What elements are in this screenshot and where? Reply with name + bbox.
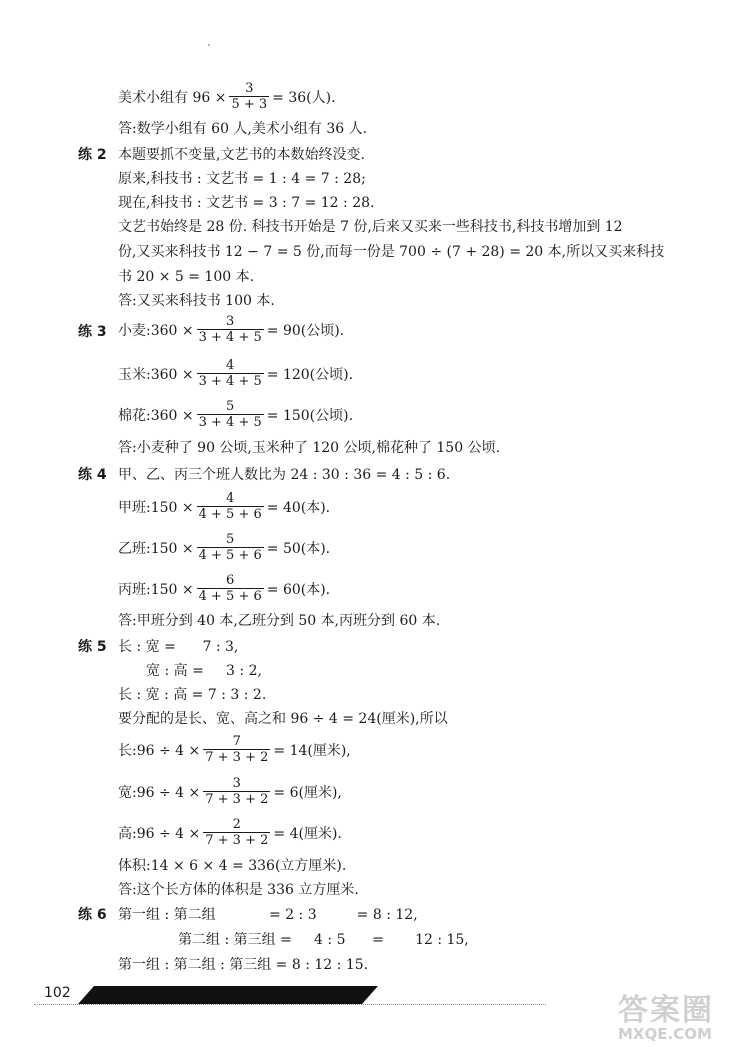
fraction-numerator: 7 [232, 734, 241, 749]
text-segment: = 14(厘米), [273, 742, 351, 759]
fraction [203, 734, 270, 765]
text-segment: 玉米:360 × [118, 366, 194, 383]
fraction [197, 491, 264, 522]
text-segment: = 40(本). [266, 499, 331, 516]
fraction-denominator: 4 + 5 + 6 [198, 548, 262, 563]
fraction [197, 358, 264, 389]
text-segment: = 4(厘米). [273, 825, 342, 842]
ex5-line: 要分配的是长、宽、高之和 96 ÷ 4 = 24(厘米),所以 [118, 711, 448, 727]
text-segment: 乙班:150 × [118, 540, 194, 557]
text-segment: = 90(公顷). [266, 322, 345, 339]
fraction [203, 817, 270, 848]
ex2-line: 本题要抓不变量,文艺书的本数始终没变. [118, 147, 365, 163]
fraction-numerator: 4 [226, 358, 235, 373]
scan-speck [208, 44, 210, 46]
fraction-numerator: 5 [226, 532, 235, 547]
watermark-logo [618, 985, 714, 1043]
ex5-line: 长 : 宽 : 高 = 7 : 3 : 2. [118, 687, 267, 703]
fraction-denominator: 5 + 3 [231, 97, 268, 112]
exercise-label-3: 练 3 [78, 324, 107, 340]
ex6-line: 第一组 : 第二组 : 第三组 = 8 : 12 : 15. [118, 957, 369, 973]
equation-row [118, 399, 353, 430]
text-segment: 丙班:150 × [118, 581, 194, 598]
ex2-line: 文艺书始终是 28 份. 科技书开始是 7 份,后来又买来一些科技书,科技书增加到 12 [118, 219, 623, 235]
exercise-label-6: 练 6 [78, 907, 107, 923]
fraction-numerator: 3 [226, 314, 235, 329]
fraction-numerator: 2 [232, 817, 241, 832]
fraction [197, 314, 264, 345]
fraction-denominator: 7 + 3 + 2 [205, 750, 269, 765]
text-segment: 高:96 ÷ 4 × [118, 825, 201, 842]
footer-dotted-rule [34, 1004, 546, 1005]
equation-row [118, 314, 344, 345]
ex2-answer: 答:又买来科技书 100 本. [118, 293, 275, 309]
fraction-denominator: 4 + 5 + 6 [198, 589, 262, 604]
fraction-numerator: 6 [226, 573, 235, 588]
footer-decorative-bar [78, 986, 378, 1006]
fraction-denominator: 4 + 5 + 6 [198, 507, 262, 522]
art-group-line [118, 81, 336, 112]
exercise-label-4: 练 4 [78, 467, 107, 483]
ex3-answer: 答:小麦种了 90 公顷,玉米种了 120 公顷,棉花种了 150 公顷. [118, 440, 501, 456]
ex2-line: 书 20 × 5 = 100 本. [118, 269, 255, 285]
equation-row [118, 358, 353, 389]
fraction-numerator: 5 [226, 399, 235, 414]
ex4-answer: 答:甲班分到 40 本,乙班分到 50 本,丙班分到 60 本. [118, 613, 441, 629]
fraction [197, 399, 264, 430]
text-segment: = 36(人). [272, 89, 336, 106]
text-segment: = 120(公顷). [266, 366, 354, 383]
equation-row [118, 817, 342, 848]
equation-row [118, 734, 351, 765]
text-segment: = 6(厘米), [273, 784, 342, 801]
ex5-answer: 答:这个长方体的体积是 336 立方厘米. [118, 882, 359, 898]
text-segment: 甲班:150 × [118, 499, 194, 516]
intro-answer: 答:数学小组有 60 人,美术小组有 36 人. [118, 121, 368, 137]
watermark-text: 答案圈 [618, 993, 714, 1028]
equation-row [118, 573, 330, 604]
ex2-line: 份,又买来科技书 12 − 7 = 5 份,而每一份是 700 ÷ (7 + 28) = 20 本,所以又买来科技 [118, 244, 665, 260]
fraction-denominator: 3 + 4 + 5 [198, 415, 262, 430]
fraction-denominator: 7 + 3 + 2 [205, 792, 269, 807]
watermark-url: MXQE.COM [618, 1025, 712, 1043]
equation-row [118, 532, 330, 563]
ex5-line: 长 : 宽 = 7 : 3, [118, 639, 239, 655]
ex6-line: 第一组 : 第二组 = 2 : 3 = 8 : 12, [118, 907, 418, 923]
fraction [229, 81, 269, 112]
text-segment: 棉花:360 × [118, 407, 194, 424]
text-segment: 美术小组有 96 × [118, 89, 227, 106]
fraction [197, 573, 264, 604]
ex2-line: 原来,科技书 : 文艺书 = 1 : 4 = 7 : 28; [118, 171, 366, 187]
page-number: 102 [44, 985, 71, 1001]
text-segment: 宽:96 ÷ 4 × [118, 784, 201, 801]
fraction-numerator: 3 [232, 776, 241, 791]
fraction-denominator: 3 + 4 + 5 [198, 374, 262, 389]
fraction [197, 532, 264, 563]
text-segment: = 60(本). [266, 581, 331, 598]
exercise-label-5: 练 5 [78, 639, 107, 655]
fraction-denominator: 7 + 3 + 2 [205, 833, 269, 848]
text-segment: 长:96 ÷ 4 × [118, 742, 201, 759]
text-segment: 小麦:360 × [118, 322, 194, 339]
ex5-line: 宽 : 高 = 3 : 2, [146, 663, 262, 679]
fraction-denominator: 3 + 4 + 5 [198, 330, 262, 345]
ex2-line: 现在,科技书 : 文艺书 = 3 : 7 = 12 : 28. [118, 195, 375, 211]
equation-row [118, 776, 342, 807]
equation-row [118, 491, 330, 522]
fraction-numerator: 3 [245, 81, 254, 96]
ex4-line: 甲、乙、丙三个班人数比为 24 : 30 : 36 = 4 : 5 : 6. [118, 467, 451, 483]
exercise-label-2: 练 2 [78, 147, 107, 163]
ex6-line: 第二组 : 第三组 = 4 : 5 = 12 : 15, [178, 932, 469, 948]
fraction-numerator: 4 [226, 491, 235, 506]
ex5-line: 体积:14 × 6 × 4 = 336(立方厘米). [118, 858, 347, 874]
text-segment: = 150(公顷). [266, 407, 354, 424]
fraction [203, 776, 270, 807]
text-segment: = 50(本). [266, 540, 331, 557]
